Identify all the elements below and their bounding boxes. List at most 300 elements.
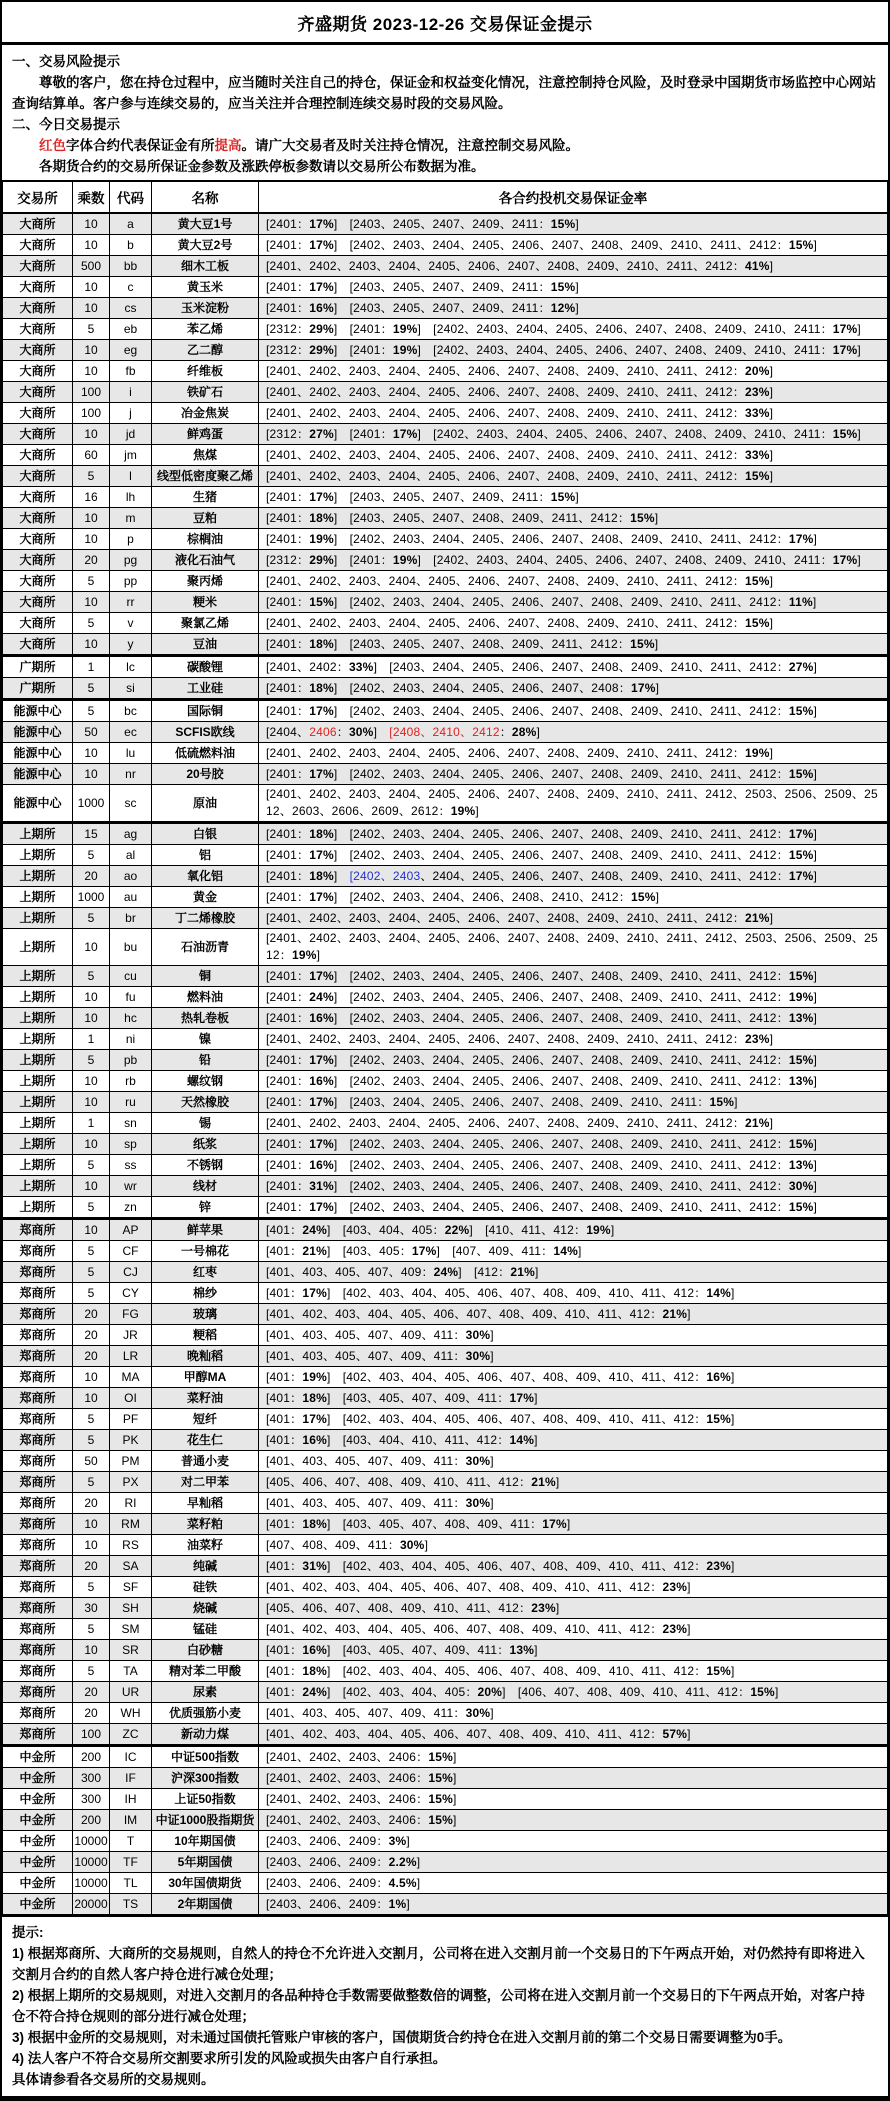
name-cell: 鲜苹果 (152, 1219, 259, 1241)
col-header-code: 代码 (110, 181, 152, 213)
code-cell: au (110, 887, 152, 908)
code-cell: fu (110, 987, 152, 1008)
multiplier-cell: 1000 (73, 785, 110, 823)
margin-cell: [2312：29%] [2401：19%] [2402、2403、2404、2405、2406、2407、2408、2409、2410、2411：17%] (259, 550, 888, 571)
risk-section-heading: 一、交易风险提示 (12, 54, 120, 69)
code-cell: ni (110, 1029, 152, 1050)
margin-cell: [2401、2402、2403、2404、2405、2406、2407、2408、2409、2410、2411、2412：15%] (259, 613, 888, 634)
name-cell: 锌 (152, 1197, 259, 1219)
code-cell: rb (110, 1071, 152, 1092)
margin-cell: [2403、2406、2409：4.5%] (259, 1873, 888, 1894)
table-row (3, 1092, 888, 1113)
margin-cell: [2401：17%] [2402、2403、2404、2405、2406、2407、2408、2409、2410、2411、2412：15%] (259, 700, 888, 722)
margin-cell: [2401、2402、2403、2404、2405、2406、2407、2408、2409、2410、2411、2412：23%] (259, 382, 888, 403)
code-cell: eb (110, 319, 152, 340)
code-cell: al (110, 845, 152, 866)
exchange-cell: 大商所 (3, 235, 73, 256)
margin-cell: [401、403、405、407、409、411：30%] (259, 1703, 888, 1724)
multiplier-cell: 5 (73, 613, 110, 634)
multiplier-cell: 5 (73, 966, 110, 987)
exchange-cell: 上期所 (3, 908, 73, 929)
table-row (3, 1176, 888, 1197)
code-cell: si (110, 678, 152, 700)
exchange-cell: 上期所 (3, 866, 73, 887)
exchange-cell: 郑商所 (3, 1409, 73, 1430)
margin-cell: [2401：17%] [2403、2405、2407、2409、2411：15%] (259, 487, 888, 508)
margin-cell: [2401、2402、2403、2406：15%] (259, 1768, 888, 1789)
table-row (3, 1155, 888, 1176)
multiplier-cell: 10 (73, 592, 110, 613)
name-cell: 热轧卷板 (152, 1008, 259, 1029)
margin-cell: [2401、2402、2403、2406：15%] (259, 1810, 888, 1831)
notes-heading: 提示: (12, 1925, 44, 1940)
exchange-cell: 上期所 (3, 1134, 73, 1155)
multiplier-cell: 500 (73, 256, 110, 277)
margin-cell: [2401：31%] [2402、2403、2404、2405、2406、2407、2408、2409、2410、2411、2412：30%] (259, 1176, 888, 1197)
margin-cell: [2401：17%] [2402、2403、2404、2405、2406、2407、2408、2409、2410、2411、2412：15%] (259, 966, 888, 987)
exchange-cell: 郑商所 (3, 1661, 73, 1682)
exchange-cell: 郑商所 (3, 1346, 73, 1367)
table-header-row (3, 181, 888, 213)
table-row (3, 1283, 888, 1304)
table-row (3, 929, 888, 966)
multiplier-cell: 5 (73, 1241, 110, 1262)
margin-table-body (3, 213, 888, 1916)
multiplier-cell: 20 (73, 1325, 110, 1346)
code-cell: ZC (110, 1724, 152, 1746)
name-cell: 天然橡胶 (152, 1092, 259, 1113)
margin-cell: [401：18%] [403、405、407、408、409、411：17%] (259, 1514, 888, 1535)
multiplier-cell: 10 (73, 361, 110, 382)
exchange-cell: 大商所 (3, 298, 73, 319)
red-font-notice: 红色字体合约代表保证金有所提高。请广大交易者及时关注持仓情况，注意控制交易风险。 (39, 138, 579, 153)
table-row (3, 908, 888, 929)
exchange-cell: 大商所 (3, 466, 73, 487)
margin-cell: [2312：29%] [2401：19%] [2402、2403、2404、2405、2406、2407、2408、2409、2410、2411：17%] (259, 319, 888, 340)
margin-cell: [2401：17%] [2402、2403、2404、2406、2408、2410、2412：15%] (259, 887, 888, 908)
name-cell: 锰硅 (152, 1619, 259, 1640)
name-cell: 石油沥青 (152, 929, 259, 966)
margin-cell: [405、406、407、408、409、410、411、412：23%] (259, 1598, 888, 1619)
multiplier-cell: 1 (73, 1113, 110, 1134)
multiplier-cell: 10 (73, 1367, 110, 1388)
exchange-cell: 郑商所 (3, 1388, 73, 1409)
table-row (3, 887, 888, 908)
margin-cell: [2401、2402、2403、2404、2405、2406、2407、2408、2409、2410、2411、2412：15%] (259, 571, 888, 592)
code-cell: T (110, 1831, 152, 1852)
exchange-cell: 郑商所 (3, 1430, 73, 1451)
multiplier-cell: 20 (73, 1703, 110, 1724)
exchange-cell: 郑商所 (3, 1493, 73, 1514)
name-cell: 新动力煤 (152, 1724, 259, 1746)
note-item: 4) 法人客户不符合交易所交割要求所引发的风险或损失由客户自行承担。 (12, 2051, 447, 2066)
multiplier-cell: 5 (73, 1283, 110, 1304)
table-row (3, 235, 888, 256)
col-header-name: 名称 (152, 181, 259, 213)
table-row (3, 340, 888, 361)
multiplier-cell: 5 (73, 571, 110, 592)
code-cell: lh (110, 487, 152, 508)
exchange-cell: 能源中心 (3, 700, 73, 722)
multiplier-cell: 20 (73, 1304, 110, 1325)
exchange-cell: 能源中心 (3, 785, 73, 823)
margin-cell: [2401、2402、2403、2404、2405、2406、2407、2408、2409、2410、2411、2412、2503、2506、2509、2512：19%] (259, 929, 888, 966)
exchange-cell: 中金所 (3, 1831, 73, 1852)
name-cell: 花生仁 (152, 1430, 259, 1451)
code-cell: FG (110, 1304, 152, 1325)
margin-cell: [2401：16%] [2402、2403、2404、2405、2406、2407、2408、2409、2410、2411、2412：13%] (259, 1071, 888, 1092)
code-cell: ag (110, 823, 152, 845)
margin-cell: [2401、2402：33%] [2403、2404、2405、2406、2407、2408、2409、2410、2411、2412：27%] (259, 656, 888, 678)
table-row (3, 1598, 888, 1619)
code-cell: SF (110, 1577, 152, 1598)
code-cell: IF (110, 1768, 152, 1789)
multiplier-cell: 5 (73, 1409, 110, 1430)
exchange-cell: 郑商所 (3, 1241, 73, 1262)
name-cell: 工业硅 (152, 678, 259, 700)
exchange-cell: 大商所 (3, 213, 73, 235)
margin-cell: [2401：24%] [2402、2403、2404、2405、2406、2407、2408、2409、2410、2411、2412：19%] (259, 987, 888, 1008)
margin-cell: [401：17%] [402、403、404、405、406、407、408、409、410、411、412：15%] (259, 1409, 888, 1430)
margin-cell: [401、403、405、407、409、411：30%] (259, 1346, 888, 1367)
exchange-cell: 中金所 (3, 1852, 73, 1873)
margin-cell: [401、403、405、407、409、411：30%] (259, 1493, 888, 1514)
exchange-cell: 大商所 (3, 529, 73, 550)
code-cell: sc (110, 785, 152, 823)
margin-cell: [407、408、409、411：30%] (259, 1535, 888, 1556)
table-row (3, 445, 888, 466)
code-cell: cs (110, 298, 152, 319)
name-cell: 豆油 (152, 634, 259, 656)
table-row (3, 256, 888, 277)
name-cell: 纯碱 (152, 1556, 259, 1577)
exchange-cell: 能源中心 (3, 743, 73, 764)
code-cell: i (110, 382, 152, 403)
name-cell: 国际铜 (152, 700, 259, 722)
exchange-cell: 能源中心 (3, 764, 73, 785)
exchange-cell: 大商所 (3, 634, 73, 656)
multiplier-cell: 5 (73, 319, 110, 340)
code-cell: RS (110, 1535, 152, 1556)
name-cell: 液化石油气 (152, 550, 259, 571)
code-cell: TL (110, 1873, 152, 1894)
multiplier-cell: 16 (73, 487, 110, 508)
table-row (3, 987, 888, 1008)
margin-cell: [2401：19%] [2402、2403、2404、2405、2406、2407、2408、2409、2410、2411、2412：17%] (259, 529, 888, 550)
name-cell: 黄大豆2号 (152, 235, 259, 256)
code-cell: SM (110, 1619, 152, 1640)
margin-cell: [2401：17%] [2402、2403、2404、2405、2406、2407、2408、2409、2410、2411、2412：15%] (259, 1197, 888, 1219)
table-row (3, 1789, 888, 1810)
multiplier-cell: 10 (73, 764, 110, 785)
code-cell: ru (110, 1092, 152, 1113)
table-row (3, 1556, 888, 1577)
name-cell: 铅 (152, 1050, 259, 1071)
margin-cell: [401：19%] [402、403、404、405、406、407、408、409、410、411、412：16%] (259, 1367, 888, 1388)
table-row (3, 678, 888, 700)
multiplier-cell: 10 (73, 929, 110, 966)
code-cell: fb (110, 361, 152, 382)
code-cell: br (110, 908, 152, 929)
table-row (3, 1577, 888, 1598)
name-cell: 苯乙烯 (152, 319, 259, 340)
table-row (3, 785, 888, 823)
table-row (3, 1388, 888, 1409)
multiplier-cell: 1 (73, 656, 110, 678)
multiplier-cell: 20 (73, 1346, 110, 1367)
margin-cell: [2401、2402、2403、2404、2405、2406、2407、2408、2409、2410、2411、2412：41%] (259, 256, 888, 277)
table-row (3, 592, 888, 613)
margin-cell: [2401、2402、2403、2404、2405、2406、2407、2408、2409、2410、2411、2412：21%] (259, 1113, 888, 1134)
multiplier-cell: 300 (73, 1789, 110, 1810)
name-cell: 上证50指数 (152, 1789, 259, 1810)
name-cell: 生猪 (152, 487, 259, 508)
code-cell: CY (110, 1283, 152, 1304)
margin-cell: [2403、2406、2409：1%] (259, 1894, 888, 1916)
exchange-cell: 广期所 (3, 678, 73, 700)
table-row (3, 319, 888, 340)
margin-cell: [401：16%] [403、405、407、409、411：13%] (259, 1640, 888, 1661)
table-row (3, 1493, 888, 1514)
code-cell: TS (110, 1894, 152, 1916)
multiplier-cell: 1000 (73, 887, 110, 908)
col-header-exchange: 交易所 (3, 181, 73, 213)
code-cell: sn (110, 1113, 152, 1134)
table-row (3, 1514, 888, 1535)
multiplier-cell: 10 (73, 743, 110, 764)
margin-cell: [2403、2406、2409：2.2%] (259, 1852, 888, 1873)
intro-section (2, 45, 888, 180)
margin-cell: [401：24%] [402、403、404、405：20%] [406、407、408、409、410、411、412：15%] (259, 1682, 888, 1703)
table-row (3, 1029, 888, 1050)
exchange-cell: 能源中心 (3, 722, 73, 743)
table-row (3, 1703, 888, 1724)
table-row (3, 571, 888, 592)
code-cell: b (110, 235, 152, 256)
code-cell: PM (110, 1451, 152, 1472)
name-cell: 中证1000股指期货 (152, 1810, 259, 1831)
table-row (3, 656, 888, 678)
name-cell: 粳稻 (152, 1325, 259, 1346)
margin-cell: [2401、2402、2403、2406：15%] (259, 1746, 888, 1768)
multiplier-cell: 5 (73, 1661, 110, 1682)
multiplier-cell: 20000 (73, 1894, 110, 1916)
multiplier-cell: 1 (73, 1029, 110, 1050)
margin-cell: [2401、2402、2403、2404、2405、2406、2407、2408、2409、2410、2411、2412：33%] (259, 445, 888, 466)
name-cell: 沪深300指数 (152, 1768, 259, 1789)
table-row (3, 1472, 888, 1493)
name-cell: 菜籽油 (152, 1388, 259, 1409)
code-cell: l (110, 466, 152, 487)
exchange-cell: 大商所 (3, 613, 73, 634)
margin-cell: [401：18%] [403、405、407、409、411：17%] (259, 1388, 888, 1409)
margin-cell: [401、402、403、404、405、406、407、408、409、410、411、412：23%] (259, 1619, 888, 1640)
table-row (3, 1810, 888, 1831)
code-cell: lc (110, 656, 152, 678)
exchange-cell: 郑商所 (3, 1304, 73, 1325)
code-cell: WH (110, 1703, 152, 1724)
table-row (3, 529, 888, 550)
name-cell: 原油 (152, 785, 259, 823)
multiplier-cell: 10 (73, 1535, 110, 1556)
multiplier-cell: 10 (73, 1092, 110, 1113)
multiplier-cell: 10 (73, 340, 110, 361)
name-cell: 白砂糖 (152, 1640, 259, 1661)
code-cell: j (110, 403, 152, 424)
code-cell: ao (110, 866, 152, 887)
name-cell: 菜籽粕 (152, 1514, 259, 1535)
exchange-cell: 郑商所 (3, 1577, 73, 1598)
name-cell: 白银 (152, 823, 259, 845)
margin-cell: [401、402、403、404、405、406、407、408、409、410、411、412：23%] (259, 1577, 888, 1598)
code-cell: PF (110, 1409, 152, 1430)
name-cell: 线材 (152, 1176, 259, 1197)
exchange-cell: 上期所 (3, 929, 73, 966)
margin-cell: [405、406、407、408、409、410、411、412：21%] (259, 1472, 888, 1493)
margin-cell: [2403、2406、2409：3%] (259, 1831, 888, 1852)
exchange-cell: 上期所 (3, 1092, 73, 1113)
margin-cell: [2401：17%] [2403、2404、2405、2406、2407、2408、2409、2410、2411：15%] (259, 1092, 888, 1113)
margin-cell: [2404、2406：30%] [2408、2410、2412：28%] (259, 722, 888, 743)
table-row (3, 1640, 888, 1661)
table-row (3, 1535, 888, 1556)
multiplier-cell: 5 (73, 466, 110, 487)
name-cell: 黄金 (152, 887, 259, 908)
multiplier-cell: 5 (73, 1050, 110, 1071)
margin-cell: [2401：18%] [2403、2405、2407、2408、2409、2411、2412：15%] (259, 508, 888, 529)
table-row (3, 845, 888, 866)
table-row (3, 1071, 888, 1092)
margin-cell: [401：18%] [402、403、404、405、406、407、408、409、410、411、412：15%] (259, 1661, 888, 1682)
name-cell: 黄大豆1号 (152, 213, 259, 235)
table-row (3, 1346, 888, 1367)
table-row (3, 1451, 888, 1472)
margin-cell: [401、403、405、407、409、411：30%] (259, 1451, 888, 1472)
multiplier-cell: 200 (73, 1746, 110, 1768)
name-cell: 中证500指数 (152, 1746, 259, 1768)
exchange-cell: 中金所 (3, 1894, 73, 1916)
name-cell: 硅铁 (152, 1577, 259, 1598)
multiplier-cell: 10 (73, 634, 110, 656)
table-row (3, 613, 888, 634)
table-row (3, 1409, 888, 1430)
name-cell: 烧碱 (152, 1598, 259, 1619)
multiplier-cell: 10 (73, 298, 110, 319)
margin-cell: [2401：18%] [2403、2405、2407、2408、2409、2411、2412：15%] (259, 634, 888, 656)
exchange-cell: 上期所 (3, 966, 73, 987)
exchange-cell: 郑商所 (3, 1724, 73, 1746)
name-cell: 纸浆 (152, 1134, 259, 1155)
multiplier-cell: 20 (73, 550, 110, 571)
name-cell: 铜 (152, 966, 259, 987)
name-cell: 锡 (152, 1113, 259, 1134)
exchange-cell: 大商所 (3, 256, 73, 277)
multiplier-cell: 20 (73, 1556, 110, 1577)
table-row (3, 1262, 888, 1283)
name-cell: 对二甲苯 (152, 1472, 259, 1493)
exchange-cell: 上期所 (3, 1113, 73, 1134)
code-cell: bc (110, 700, 152, 722)
code-cell: UR (110, 1682, 152, 1703)
multiplier-cell: 10 (73, 1071, 110, 1092)
table-row (3, 823, 888, 845)
margin-cell: [2401、2402、2403、2404、2405、2406、2407、2408、2409、2410、2411、2412：23%] (259, 1029, 888, 1050)
notes-list (12, 1943, 878, 2069)
code-cell: v (110, 613, 152, 634)
exchange-cell: 郑商所 (3, 1556, 73, 1577)
multiplier-cell: 10 (73, 1514, 110, 1535)
code-cell: JR (110, 1325, 152, 1346)
name-cell: 一号棉花 (152, 1241, 259, 1262)
exchange-cell: 中金所 (3, 1768, 73, 1789)
code-cell: SR (110, 1640, 152, 1661)
name-cell: 红枣 (152, 1262, 259, 1283)
name-cell: 2年期国债 (152, 1894, 259, 1916)
name-cell: 晚籼稻 (152, 1346, 259, 1367)
table-row (3, 1894, 888, 1916)
multiplier-cell: 50 (73, 1451, 110, 1472)
code-cell: IH (110, 1789, 152, 1810)
exchange-cell: 大商所 (3, 319, 73, 340)
page-title: 齐盛期货 2023-12-26 交易保证金提示 (2, 2, 888, 45)
name-cell: 纤维板 (152, 361, 259, 382)
table-row (3, 1113, 888, 1134)
name-cell: 聚丙烯 (152, 571, 259, 592)
code-cell: LR (110, 1346, 152, 1367)
code-cell: AP (110, 1219, 152, 1241)
name-cell: 碳酸锂 (152, 656, 259, 678)
margin-cell: [401：24%] [403、404、405：22%] [410、411、412：19%] (259, 1219, 888, 1241)
table-row (3, 1197, 888, 1219)
name-cell: 棉纱 (152, 1283, 259, 1304)
code-cell: RI (110, 1493, 152, 1514)
multiplier-cell: 5 (73, 1155, 110, 1176)
name-cell: 冶金焦炭 (152, 403, 259, 424)
multiplier-cell: 5 (73, 678, 110, 700)
table-row (3, 634, 888, 656)
table-row (3, 382, 888, 403)
table-row (3, 487, 888, 508)
code-cell: y (110, 634, 152, 656)
table-row (3, 508, 888, 529)
exchange-cell: 大商所 (3, 277, 73, 298)
exchange-cell: 大商所 (3, 424, 73, 445)
margin-cell: [2401：17%] [2403、2405、2407、2409、2411：15%] (259, 277, 888, 298)
code-cell: PX (110, 1472, 152, 1493)
code-cell: MA (110, 1367, 152, 1388)
margin-cell: [2401：16%] [2403、2405、2407、2409、2411：12%] (259, 298, 888, 319)
code-cell: pb (110, 1050, 152, 1071)
table-row (3, 743, 888, 764)
multiplier-cell: 10 (73, 277, 110, 298)
table-row (3, 1746, 888, 1768)
margin-cell: [2401：17%] [2403、2405、2407、2409、2411：15%] (259, 213, 888, 235)
table-row (3, 361, 888, 382)
table-row (3, 1768, 888, 1789)
code-cell: eg (110, 340, 152, 361)
table-row (3, 764, 888, 785)
name-cell: 焦煤 (152, 445, 259, 466)
name-cell: 不锈钢 (152, 1155, 259, 1176)
margin-rate-table (2, 180, 888, 1917)
code-cell: PK (110, 1430, 152, 1451)
margin-cell: [401、402、403、404、405、406、407、408、409、410、411、412：57%] (259, 1724, 888, 1746)
name-cell: 细木工板 (152, 256, 259, 277)
code-cell: RM (110, 1514, 152, 1535)
notes-section (2, 1917, 888, 2096)
code-cell: cu (110, 966, 152, 987)
code-cell: lu (110, 743, 152, 764)
